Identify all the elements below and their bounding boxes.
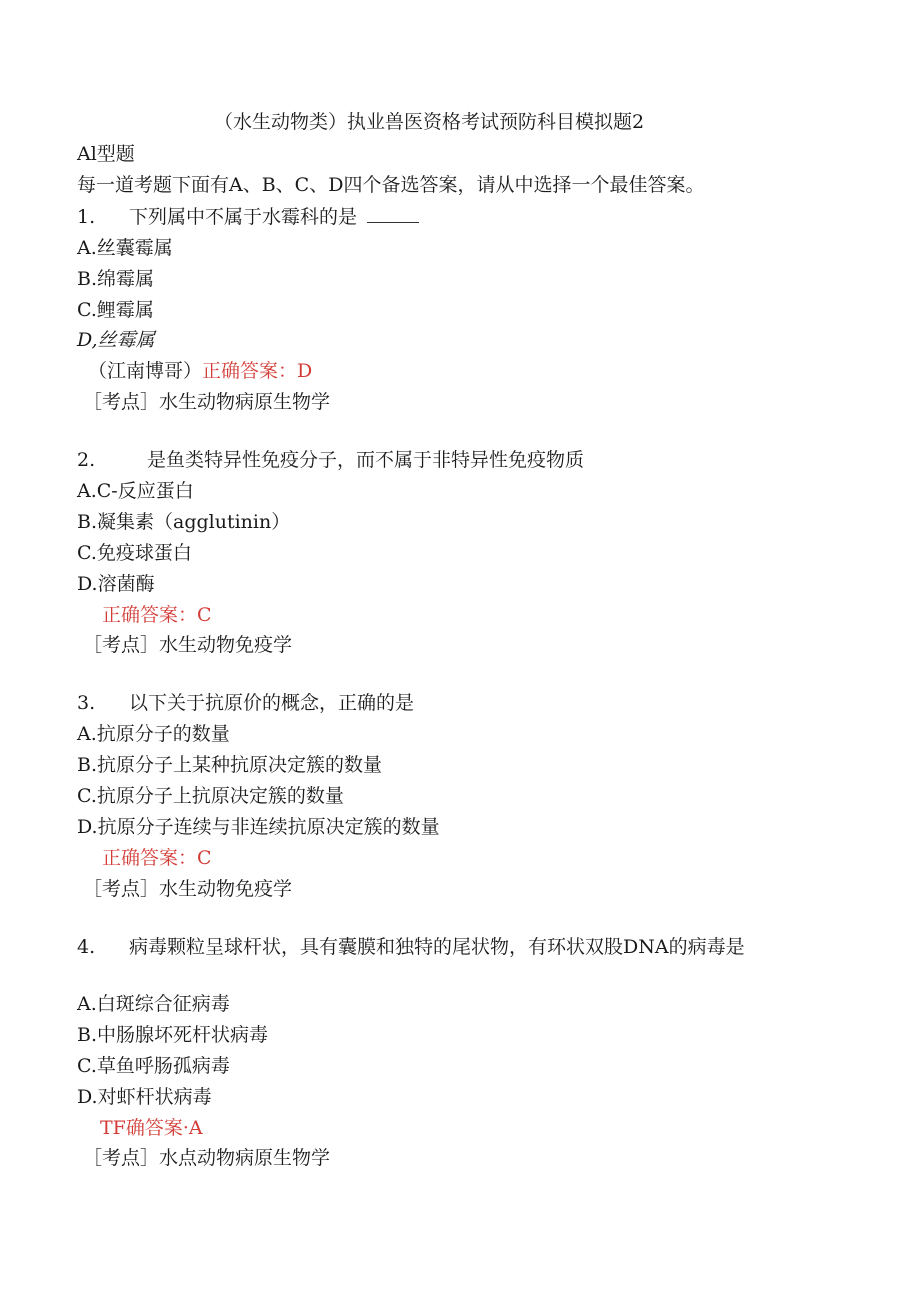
answer-blank — [367, 206, 419, 223]
topic-note: ［考点］水生动物病原生物学 — [83, 391, 331, 413]
correct-answer: TF确答案·A — [100, 1117, 203, 1139]
answer-line — [88, 359, 312, 383]
option-c: C.免疫球蛋白 — [77, 542, 192, 564]
question-number: 2. — [77, 449, 96, 471]
option-d: D.对虾杆状病毒 — [77, 1086, 212, 1108]
question-text: 是鱼类特异性免疫分子，而不属于非特异性免疫物质 — [147, 449, 585, 471]
question-text: 病毒颗粒呈球杆状，具有囊膜和独特的尾状物，有环状双股DNA的病毒是 — [129, 936, 745, 958]
option-d: D.抗原分子连续与非连续抗原决定簇的数量 — [77, 816, 440, 838]
topic-note: ［考点］水点动物病原生物学 — [83, 1147, 331, 1169]
option-a: A.丝囊霉属 — [77, 237, 173, 259]
option-d: D,丝霉属 — [77, 329, 155, 351]
option-a: A.白斑综合征病毒 — [77, 993, 230, 1015]
option-c: C.抗原分子上抗原决定簇的数量 — [77, 785, 344, 807]
correct-answer: 正确答案：C — [102, 604, 212, 626]
question-number: 1. — [77, 206, 96, 228]
question-4-stem — [77, 935, 745, 959]
document-title: （水生动物类）执业兽医资格考试预防科目模拟题2 — [214, 111, 645, 133]
topic-note: ［考点］水生动物免疫学 — [83, 634, 293, 656]
section-heading: Al型题 — [77, 143, 135, 165]
option-c: C.鲤霉属 — [77, 299, 154, 321]
option-a: A.抗原分子的数量 — [77, 723, 230, 745]
option-b: B.抗原分子上某种抗原决定簇的数量 — [77, 754, 383, 776]
answer-source: （江南博哥） — [88, 360, 203, 382]
option-b: B.凝集素（agglutinin） — [77, 511, 291, 533]
option-c: C.草鱼呼肠孤病毒 — [77, 1055, 230, 1077]
instruction-text: 每一道考题下面有A、B、C、D四个备选答案，请从中选择一个最佳答案。 — [77, 174, 705, 196]
question-text: 下列属中不属于水霉科的是 — [129, 206, 358, 228]
question-number: 4. — [77, 936, 96, 958]
question-3-stem — [77, 691, 414, 715]
option-d: D.溶菌酶 — [77, 573, 155, 595]
correct-answer: 正确答案：C — [102, 847, 212, 869]
option-a: A.C-反应蛋白 — [77, 480, 194, 502]
topic-note: ［考点］水生动物免疫学 — [83, 878, 293, 900]
question-2-stem — [77, 448, 584, 472]
question-number: 3. — [77, 692, 96, 714]
option-b: B.绵霉属 — [77, 268, 155, 290]
option-b: B.中肠腺坏死杆状病毒 — [77, 1024, 269, 1046]
correct-answer: 正确答案：D — [202, 360, 313, 382]
question-1-stem — [77, 205, 419, 229]
question-text: 以下关于抗原价的概念，正确的是 — [129, 692, 415, 714]
